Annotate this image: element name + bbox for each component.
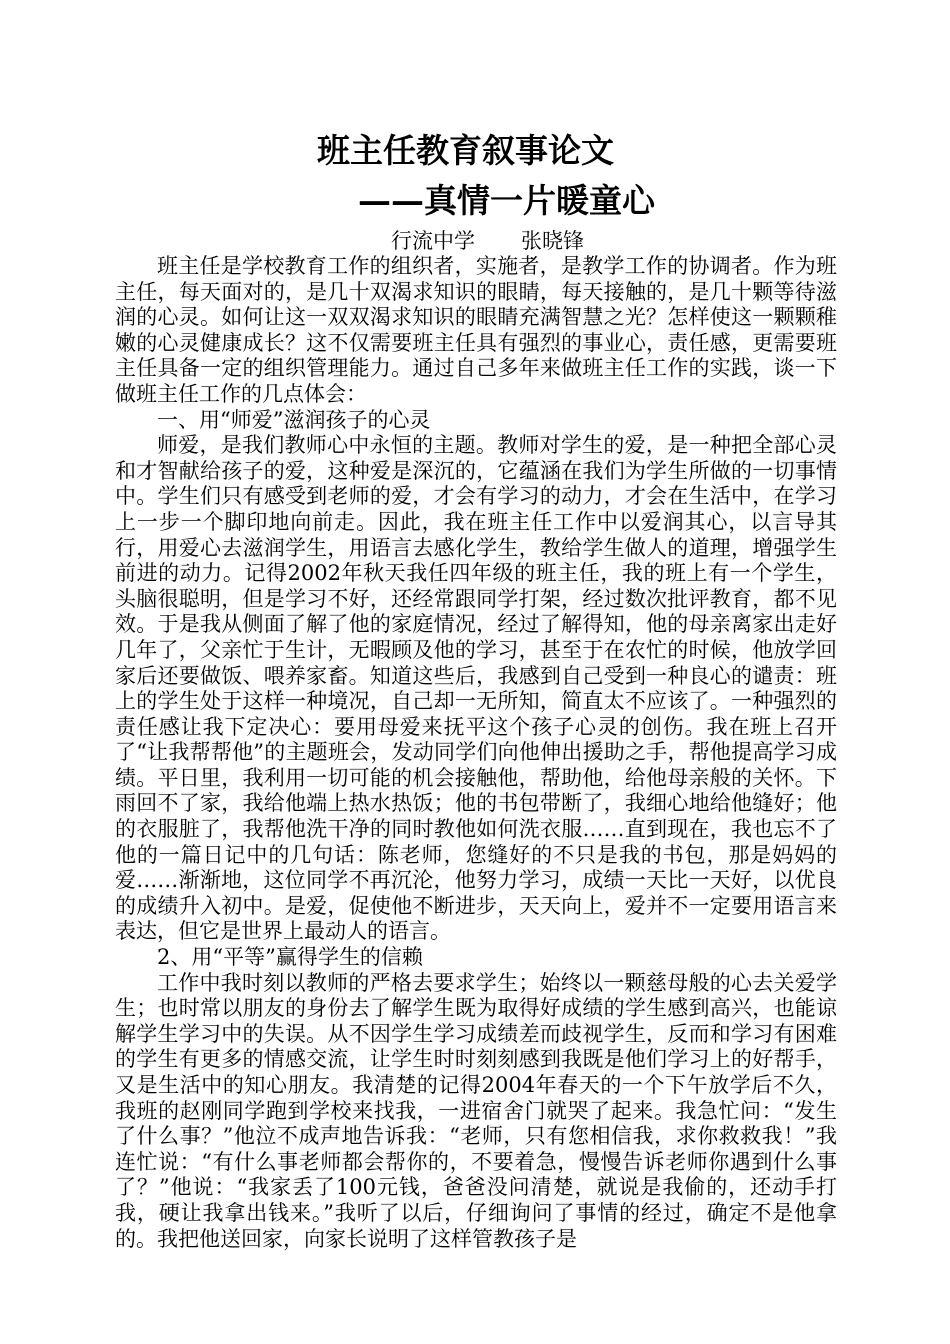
author-name: 张晓锋 — [521, 229, 584, 253]
paragraph-section-2: 工作中我时刻以教师的严格去要求学生；始终以一颗慈母般的心去关爱学生；也时常以朋友的身份去了解学生既为取得好成绩的学生感到高兴，也能谅解学生学习中的失误。从不因学生学习成绩差而歧视学生，反而和学习有困难的学生有更多的情感交流，让学生时时刻刻感到我既是他们学习上的好帮手，又是生活中的知心朋友。我清楚的记得2004年春天的一个下午放学后不久，我班的赵刚同学跑到学校来找我，一进宿舍门就哭了起来。我急忙问：“发生了什么事？”他泣不成声地告诉我：“老师，只有您相信我，求你救救我！”我连忙说：“有什么事老师都会帮你的，不要着急，慢慢告诉老师你遇到什么事了？”他说：“我家丢了100元钱，爸爸没问清楚，就说是我偷的，还动手打我，硬让我拿出钱来。”我听了以后，仔细询问了事情的经过，确定不是他拿的。我把他送回家，向家长说明了这样管教孩子是 — [115, 970, 837, 1251]
byline — [115, 228, 837, 254]
document-body — [115, 254, 837, 1252]
section-heading-1: 一、用“师爱”滋润孩子的心灵 — [157, 407, 431, 432]
document-page — [115, 128, 837, 1252]
section-heading-2: 2、用“平等”赢得学生的信赖 — [157, 945, 423, 970]
document-subtitle: ——真情一片暖童心 — [358, 181, 655, 220]
paragraph-intro: 班主任是学校教育工作的组织者，实施者，是教学工作的协调者。作为班主任，每天面对的，是几十双渴求知识的眼睛，每天接触的，是几十颗等待滋润的心灵。如何让这一双双渴求知识的眼睛充满智慧之光？怎样使这一颗颗稚嫩的心灵健康成长？这不仅需要班主任具有强烈的事业心，责任感，更需要班主任具备一定的组织管理能力。通过自己多年来做班主任工作的实践，谈一下做班主任工作的几点体会： — [115, 254, 837, 406]
document-title: 班主任教育叙事论文 — [317, 131, 614, 170]
school-name: 行流中学 — [391, 229, 475, 253]
paragraph-section-1: 师爱，是我们教师心中永恒的主题。教师对学生的爱，是一种把全部心灵和才智献给孩子的爱，这种爱是深沉的，它蕴涵在我们为学生所做的一切事情中。学生们只有感受到老师的爱，才会有学习的动力，才会在生活中，在学习上一步一个脚印地向前走。因此，我在班主任工作中以爱润其心，以言导其行，用爱心去滋润学生，用语言去感化学生，教给学生做人的道理，增强学生前进的动力。记得2002年秋天我任四年级的班主任，我的班上有一个学生，头脑很聪明，但是学习不好，还经常跟同学打架，经过数次批评教育，都不见效。于是我从侧面了解了他的家庭情况，经过了解得知，他的母亲离家出走好几年了，父亲忙于生计，无暇顾及他的学习，甚至于在农忙的时候，他放学回家后还要做饭、喂养家畜。知道这些后，我感到自己受到一种良心的谴责：班上的学生处于这样一种境况，自己却一无所知，简直太不应该了。一种强烈的责任感让我下定决心：要用母爱来抚平这个孩子心灵的创伤。我在班上召开了“让我帮帮他”的主题班会，发动同学们向他伸出援助之手，帮他提高学习成绩。平日里，我利用一切可能的机会接触他，帮助他，给他母亲般的关怀。下雨回不了家，我给他端上热水热饭；他的书包带断了，我细心地给他缝好；他的衣服脏了，我帮他洗干净的同时教他如何洗衣服……直到现在，我也忘不了他的一篇日记中的几句话：陈老师，您缝好的不只是我的书包，那是妈妈的爱……渐渐地，这位同学不再沉沦，他努力学习，成绩一天比一天好，以优良的成绩升入初中。是爱，促使他不断进步，天天向上，爱并不一定要用语言来表达，但它是世界上最动人的语言。 — [115, 433, 837, 944]
